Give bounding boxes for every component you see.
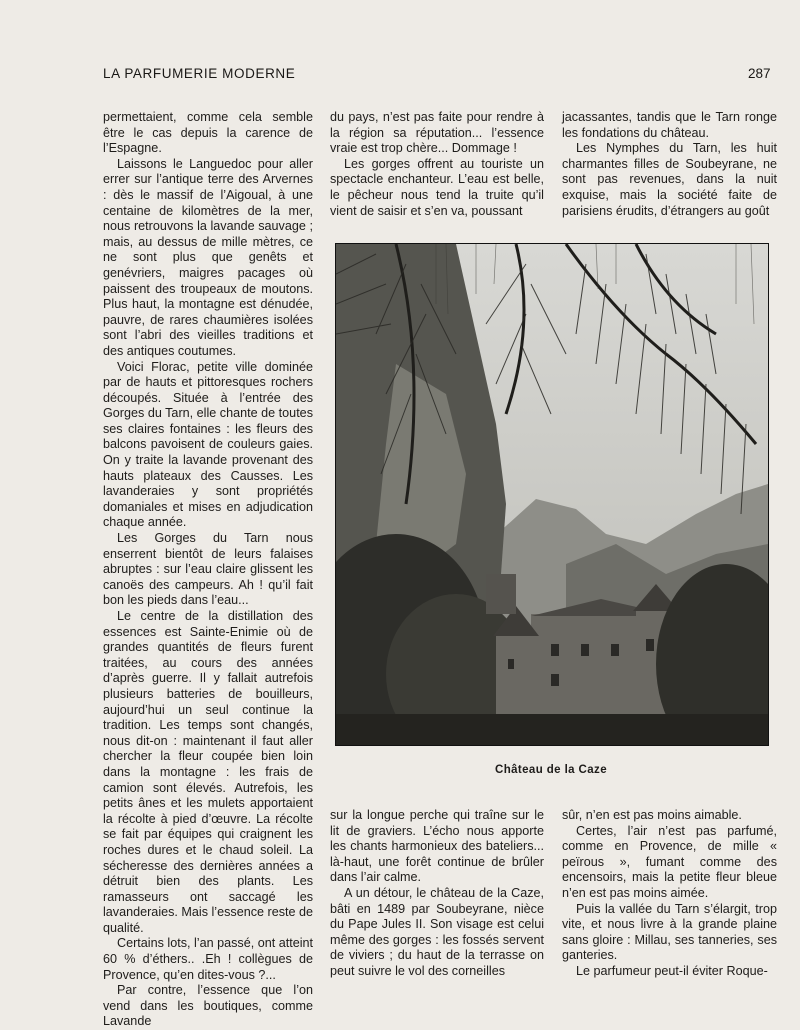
text-column-2-bottom: [330, 808, 544, 980]
paragraph: permettaient, comme cela semble être le cas depuis la carence de l’Espagne.: [103, 110, 313, 156]
paragraph: Les Gorges du Tarn nous enserrent bientôt de leurs falaises abruptes : sur l’eau claire glissent les canoës des campeurs. Ah ! qu’il fait bon les pieds dans l’eau...: [103, 531, 313, 608]
paragraph: Voici Florac, petite ville dominée par de hauts et pittoresques rochers découpés. Située à l’entrée des Gorges du Tarn, elle chante de toutes ses claires fontaines : les fleurs des balcons pavoisent de couleurs gaies. On y traite la lavande provenant des hauts plateaux des Causses. Les lavanderaies y sont propriétés domaniales et mises en adjudication chaque année.: [103, 359, 313, 530]
text-column-3-top: [562, 110, 777, 219]
text-column-1: [103, 110, 313, 1030]
paragraph: Les gorges offrent au touriste un spectacle enchanteur. L’eau est belle, le pêcheur nous tend la truite qu’il vient de saisir et s’en va, poussant: [330, 156, 544, 218]
paragraph: Certes, l’air n’est pas parfumé, comme en Provence, de mille « peïrous », fumant comme des encensoirs, mais la petite fleur bleue n’en est pas moins aimée.: [562, 823, 777, 900]
paragraph: Certains lots, l’an passé, ont atteint 60 % d’éthers.. .Eh ! collègues de Provence, qu’en dites-vous ?...: [103, 936, 314, 982]
text-column-2-top: [330, 110, 544, 219]
page-number: 287: [748, 66, 771, 81]
text-column-3-bottom: [562, 808, 777, 980]
paragraph: sûr, n’en est pas moins aimable.: [562, 808, 742, 822]
paragraph: Puis la vallée du Tarn s’élargit, trop vite, et nous livre à la grande plaine sans gloire : Millau, ses tanneries, ses ganteries.: [562, 901, 777, 963]
paragraph: jacassantes, tandis que le Tarn ronge les fondations du château.: [562, 110, 777, 140]
paragraph: Le centre de la distillation des essences est Sainte-Enimie où de grandes quantités de fleurs furent traitées, au cours des années d’après guerre. Il y fallait autrefois plusieurs batteries de bouilleurs, aujourd’hui un seul continue la tradition. Les temps sont changés, nous dit-on : maintenant il faut aller chercher la fleur coupée bien loin dans la montagne : les frais de camion sont élevés. Autrefois, les petits ânes et les mulets apportaient la récolte à pied d’œuvre. La récolte se fait par équipes qui craignent les roches dures et le chaud soleil. La sécheresse des dernières années a détruit bien des plants. Les ramasseurs ont saccagé les lavanderaies. Mais l’essence reste de qualité.: [103, 609, 314, 935]
paragraph: sur la longue perche qui traîne sur le lit de graviers. L’écho nous apporte les chants harmonieux des bateliers... là-haut, une forêt continue de brûler dans l’air calme.: [330, 808, 544, 885]
paragraph: A un détour, le château de la Caze, bâti en 1489 par Soubeyrane, nièce du Pape Jules II. Son visage est celui même des gorges : les fossés servent de viviers ; du haut de la terrasse on peut suivre le vol des corneilles: [330, 885, 544, 978]
paragraph: Laissons le Languedoc pour aller errer sur l’antique terre des Arvernes : dès le massif de l’Aigoual, à une centaine de kilomètres de la mer, nous retrouvons la lavande sauvage ; mais, au dessus de mille mètres, ce ne sont plus que genêts et genévriers, maigres pacages où paissent des troupeaux de moutons. Plus haut, la montagne est dénudée, pauvre, de rares chaumières isolées sont l’abri des vieilles traditions et des antiques coutumes.: [103, 156, 313, 358]
paragraph: Le parfumeur peut-il éviter Roque-: [576, 963, 768, 978]
paragraph: Les Nymphes du Tarn, les huit charmantes filles de Soubeyrane, ne sont pas revenues, dans la nuit exquise, mais la société faite de parisiens érudits, d’étrangers au goût: [562, 141, 777, 218]
castle-photo-illustration: [336, 244, 768, 745]
journal-title: LA PARFUMERIE MODERNE: [103, 66, 296, 81]
paragraph: Par contre, l’essence que l’on vend dans les boutiques, comme Lavande: [103, 983, 313, 1029]
photo-caption: Château de la Caze: [494, 764, 607, 776]
castle-photo: [335, 243, 769, 746]
paragraph: du pays, n’est pas faite pour rendre à la région sa réputation... l’essence vraie est trop chère... Dommage !: [330, 110, 544, 156]
